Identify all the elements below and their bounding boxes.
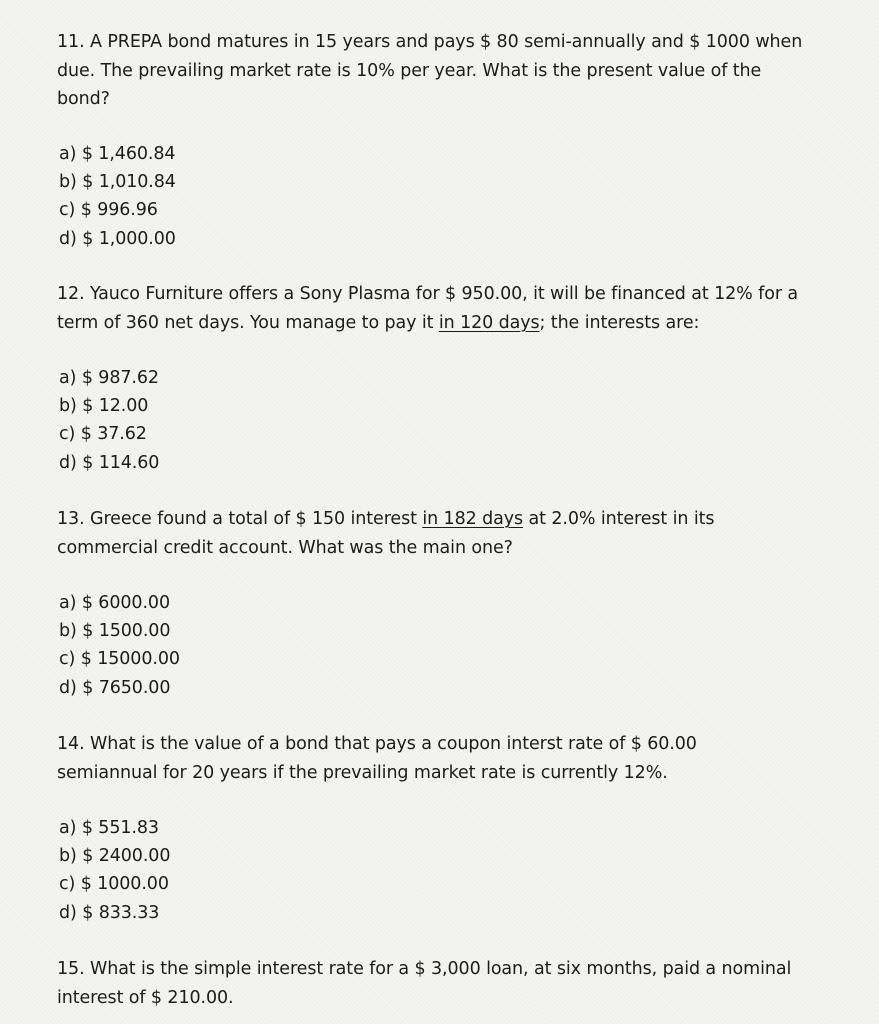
question-11 <box>57 28 827 249</box>
question-15 <box>57 955 827 1012</box>
question-14-option-c[interactable]: c) $ 1000.00 <box>59 874 169 895</box>
question-15-text <box>57 955 822 1012</box>
question-14-option-d[interactable]: d) $ 833.33 <box>59 902 160 923</box>
question-12-option-a[interactable]: a) $ 987.62 <box>59 368 159 388</box>
question-13-text <box>57 505 747 562</box>
question-14-stem: 14. What is the value of a bond that pays a coupon interst rate of $ 60.00 semiannual for 20 years if the prevailing market rate is currently 12%. <box>57 734 697 783</box>
question-12-options <box>59 364 159 477</box>
question-12-option-c[interactable]: c) $ 37.62 <box>59 424 147 445</box>
question-11-stem: 11. A PREPA bond matures in 15 years and pays $ 80 semi-annually and $ 1000 when due. The prevailing market rate is 10% per year. What is the present value of the bond? <box>57 32 803 109</box>
question-14 <box>57 730 827 923</box>
question-12-underlined-term: in 120 days <box>438 312 540 333</box>
question-13 <box>57 505 827 698</box>
question-12-option-d[interactable]: d) $ 114.60 <box>59 452 160 473</box>
question-13-stem-end: at 2.0% interest in its commercial credit account. What was the main one? <box>57 509 715 558</box>
question-14-text <box>57 730 747 787</box>
question-11-option-b[interactable]: b) $ 1,010.84 <box>59 172 176 193</box>
question-14-options <box>59 814 170 927</box>
question-12-stem-end: ; the interests are: <box>539 312 700 333</box>
question-15-stem: 15. What is the simple interest rate for a $ 3,000 loan, at six months, paid a nominal interest of $ 210.00. <box>57 959 792 1008</box>
question-12-stem-start: 12. Yauco Furniture offers a Sony Plasma for $ 950.00, it will be financed at 12% for a term of 360 net days. You manage to pay it <box>57 284 798 333</box>
question-12-text <box>57 280 817 337</box>
question-14-option-b[interactable]: b) $ 2400.00 <box>59 846 171 867</box>
question-11-options <box>59 140 176 253</box>
question-12-option-b[interactable]: b) $ 12.00 <box>59 396 149 417</box>
question-13-option-c[interactable]: c) $ 15000.00 <box>59 649 180 670</box>
question-14-option-a[interactable]: a) $ 551.83 <box>59 818 159 838</box>
question-13-option-d[interactable]: d) $ 7650.00 <box>59 677 171 698</box>
question-11-text <box>57 28 807 114</box>
question-13-underlined-term: in 182 days <box>422 509 524 529</box>
question-11-option-d[interactable]: d) $ 1,000.00 <box>59 228 176 249</box>
question-12 <box>57 280 827 473</box>
question-13-option-a[interactable]: a) $ 6000.00 <box>59 593 170 613</box>
question-11-option-a[interactable]: a) $ 1,460.84 <box>59 144 176 164</box>
question-13-options <box>59 589 180 702</box>
question-11-option-c[interactable]: c) $ 996.96 <box>59 200 158 221</box>
question-13-option-b[interactable]: b) $ 1500.00 <box>59 621 171 642</box>
question-13-stem-start: 13. Greece found a total of $ 150 interest <box>57 509 423 529</box>
